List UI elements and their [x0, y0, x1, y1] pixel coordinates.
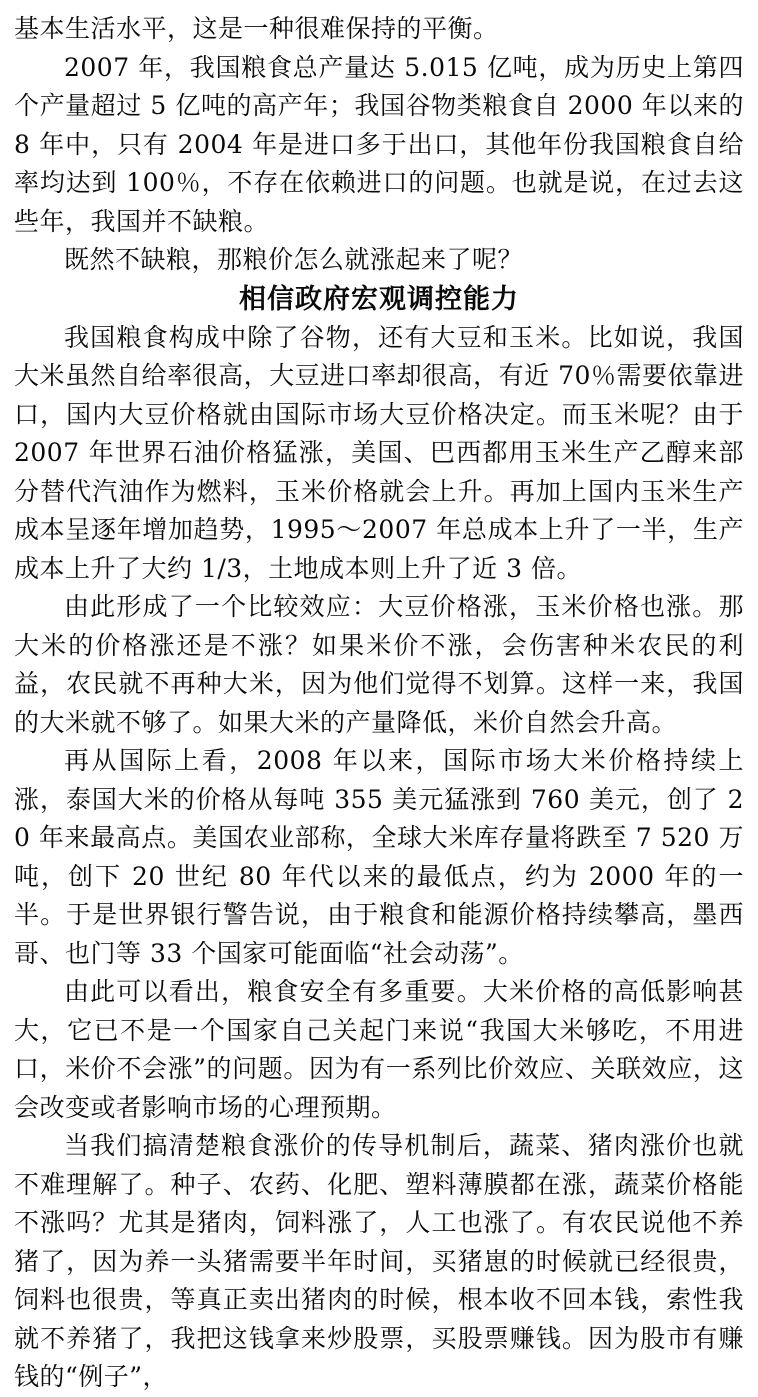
paragraph: 由此形成了一个比较效应：大豆价格涨，玉米价格也涨。那大米的价格涨还是不涨？如果米价不涨，会伤害种米农民的利益，农民就不再种大米，因为他们觉得不划算。这样一来，我国的大米就不够了。如果大米的产量降低，米价自然会升高。	[14, 592, 744, 737]
paragraph: 再从国际上看，2008 年以来，国际市场大米价格持续上涨，泰国大米的价格从每吨 355 美元猛涨到 760 美元，创了 20 年来最高点。美国农业部称，全球大米库存量将跌至 7 520 万吨，创下 20 世纪 80 年代以来的最低点，约为 2000 年的一半。于是世界银行警告说，由于粮食和能源价格持续攀高，墨西哥、也门等 33 个国家可能面临“社会动荡”。	[14, 746, 744, 968]
document-content	[14, 10, 744, 1397]
paragraph: 我国粮食构成中除了谷物，还有大豆和玉米。比如说，我国大米虽然自给率很高，大豆进口率却很高，有近 70％需要依靠进口，国内大豆价格就由国际市场大豆价格决定。而玉米呢？由于 2007 年世界石油价格猛涨，美国、巴西都用玉米生产乙醇来部分替代汽油作为燃料，玉米价格就会上升。再加上国内玉米生产成本呈逐年增加趋势，1995～2007 年总成本上升了一半，生产成本上升了大约 1/3，土地成本则上升了近 3 倍。	[14, 322, 744, 583]
paragraph: 由此可以看出，粮食安全有多重要。大米价格的高低影响甚大，它已不是一个国家自己关起门来说“我国大米够吃，不用进口，米价不会涨”的问题。因为有一系列比价效应、关联效应，这会改变或者影响市场的心理预期。	[14, 977, 744, 1122]
paragraph: 基本生活水平，这是一种很难保持的平衡。	[14, 14, 499, 43]
paragraph: 2007 年，我国粮食总产量达 5.015 亿吨，成为历史上第四个产量超过 5 亿吨的高产年；我国谷物类粮食自 2000 年以来的 8 年中，只有 2004 年是进口多于出口，其他年份我国粮食自给率均达到 100％，不存在依赖进口的问题。也就是说，在过去这些年，我国并不缺粮。	[14, 52, 744, 236]
paragraph: 既然不缺粮，那粮价怎么就涨起来了呢？	[64, 245, 524, 274]
section-heading: 相信政府宏观调控能力	[239, 283, 519, 315]
paragraph: 当我们搞清楚粮食涨价的传导机制后，蔬菜、猪肉涨价也就不难理解了。种子、农药、化肥、塑料薄膜都在涨，蔬菜价格能不涨吗？尤其是猪肉，饲料涨了，人工也涨了。有农民说他不养猪了，因为养一头猪需要半年时间，买猪崽的时候就已经很贵，饲料也很贵，等真正卖出猪肉的时候，根本收不回本钱，索性我就不养猪了，我把这钱拿来炒股票，买股票赚钱。因为股市有赚钱的“例子”，	[14, 1131, 744, 1391]
